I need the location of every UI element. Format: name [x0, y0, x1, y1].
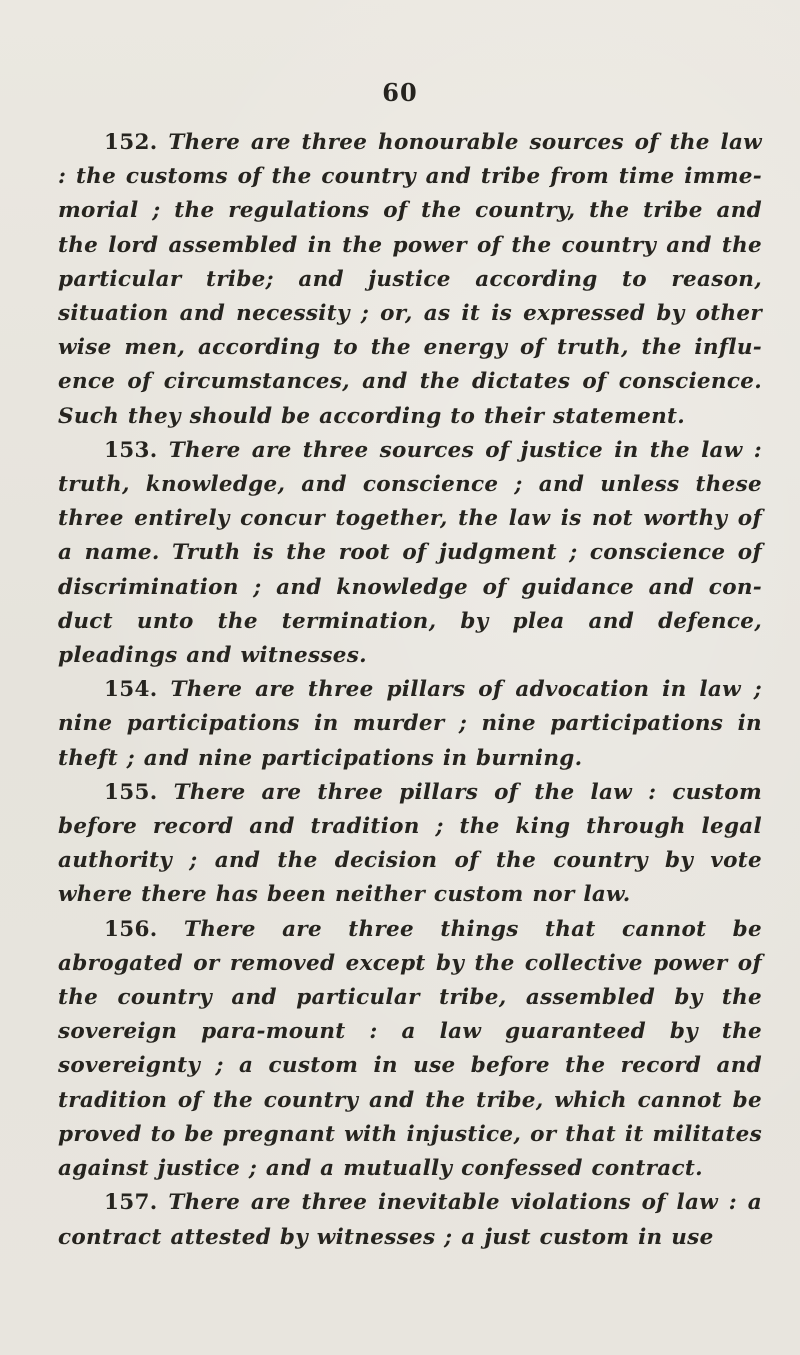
paragraph-number: 156.: [104, 916, 158, 942]
paragraph-number: 153.: [104, 437, 158, 463]
paragraph-text: There are three pillars of advocation in law ; nine participations in murder ; nine participations in theft ; and nine participations in burning.: [58, 677, 762, 771]
paragraph-152: [58, 126, 762, 434]
paragraph-text: There are three honourable sources of the law : the customs of the country and tribe from time imme-morial ; the regulations of the country, the tribe and the lord assembled in the power of the country and the particular tribe; and justice according to reason, situation and necessity ; or, as it is expressed by other wise men, according to the energy of truth, the influ-ence of circumstances, and the dictates of conscience. Such they should be according to their statement.: [58, 130, 762, 429]
paragraph-number: 155.: [104, 779, 158, 805]
paragraph-text: There are three things that cannot be abrogated or removed except by the collective power of the country and particular tribe, assembled by the sovereign para-mount : a law guaranteed by the sovereignty ; a custom in use before the record and tradition of the country and the tribe, which cannot be proved to be pregnant with injustice, or that it militates against justice ; and a mutually confessed contract.: [58, 916, 762, 1182]
paragraph-number: 154.: [104, 677, 158, 703]
paragraph-153: [58, 434, 762, 673]
paragraph-text: There are three sources of justice in the law : truth, knowledge, and conscience ; and unless these three entirely concur together, the law is not worthy of a name. Truth is the root of judgment ; conscience of discrimination ; and knowledge of guidance and con-duct unto the termination, by plea and defence, pleadings and witnesses.: [58, 437, 762, 669]
text-body: [58, 126, 762, 1255]
paragraph-number: 152.: [104, 130, 158, 155]
paragraph-154: [58, 673, 762, 776]
paragraph-text: There are three pillars of the law : custom before record and tradition ; the king through legal authority ; and the decision of the country by vote where there has been neither custom nor law.: [58, 779, 762, 908]
paragraph-157: [58, 1186, 762, 1254]
paragraph-number: 157.: [104, 1190, 158, 1216]
page-number: 60: [382, 78, 418, 107]
paragraph-text: There are three inevitable violations of law : a contract attested by witnesses ; a just custom in use: [58, 1190, 762, 1250]
paragraph-155: [58, 776, 762, 913]
paragraph-156: [58, 913, 762, 1187]
